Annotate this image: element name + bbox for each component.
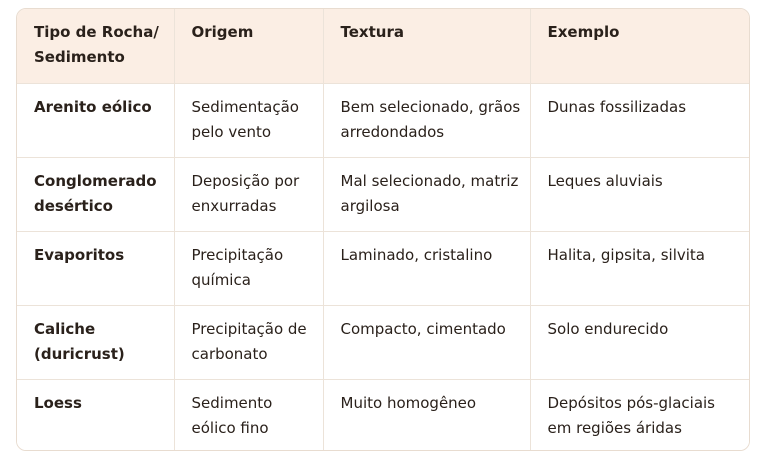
rock-types-table-container <box>16 8 750 451</box>
header-row <box>17 9 750 83</box>
table-row <box>17 379 750 451</box>
cell-origin: Precipitação de carbonato <box>174 305 323 379</box>
cell-texture: Muito homogêneo <box>323 379 530 451</box>
table-row <box>17 83 750 157</box>
header-cell-exemplo: Exemplo <box>530 9 750 83</box>
cell-rock-type: Loess <box>17 379 174 451</box>
cell-example: Depósitos pós-glaciais em regiões áridas <box>530 379 750 451</box>
header-cell-textura: Textura <box>323 9 530 83</box>
cell-texture: Compacto, cimentado <box>323 305 530 379</box>
cell-example: Halita, gipsita, silvita <box>530 231 750 305</box>
cell-rock-type: Caliche (duricrust) <box>17 305 174 379</box>
cell-rock-type: Conglomerado desértico <box>17 157 174 231</box>
header-cell-tipo: Tipo de Rocha/ Sedimento <box>17 9 174 83</box>
cell-example: Solo endurecido <box>530 305 750 379</box>
cell-origin: Deposição por enxurradas <box>174 157 323 231</box>
table-row <box>17 157 750 231</box>
table-row <box>17 231 750 305</box>
table-header <box>17 9 750 83</box>
cell-rock-type: Arenito eólico <box>17 83 174 157</box>
cell-rock-type: Evaporitos <box>17 231 174 305</box>
table-body <box>17 83 750 451</box>
cell-texture: Mal selecionado, matriz argilosa <box>323 157 530 231</box>
cell-origin: Precipitação química <box>174 231 323 305</box>
cell-origin: Sedimento eólico fino <box>174 379 323 451</box>
table-row <box>17 305 750 379</box>
cell-example: Leques aluviais <box>530 157 750 231</box>
cell-texture: Laminado, cristalino <box>323 231 530 305</box>
cell-example: Dunas fossilizadas <box>530 83 750 157</box>
header-cell-origem: Origem <box>174 9 323 83</box>
cell-origin: Sedimentação pelo vento <box>174 83 323 157</box>
rock-types-table <box>17 9 750 451</box>
cell-texture: Bem selecionado, grãos arredondados <box>323 83 530 157</box>
